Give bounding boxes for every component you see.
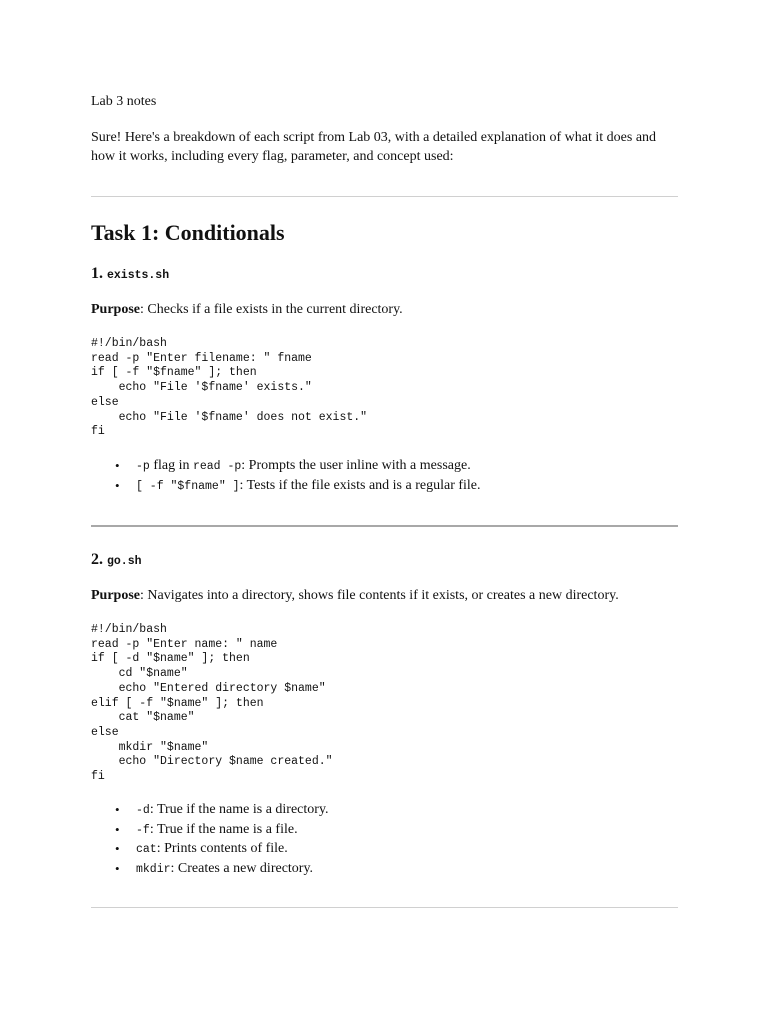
script-filename: go.sh [107,555,142,568]
section-divider [91,196,678,197]
inline-code: read -p [192,460,242,473]
intro-paragraph: Sure! Here's a breakdown of each script from Lab 03, with a detailed explanation of what it does and how it works, including every flag, parameter, and concept used: [91,130,657,164]
document-title: Lab 3 notes [91,94,157,109]
inline-code: -f [136,823,150,837]
inline-code: [ -f "$fname" ] [136,479,240,493]
purpose-label: Purpose [91,588,140,603]
bullet-text: : Creates a new directory. [170,861,314,877]
task-heading: Task 1: Conditionals [91,220,285,245]
list-item [91,477,481,497]
bullet-text: : Prompts the user inline with a message. [241,458,471,473]
section-divider [91,907,678,908]
bullet-text: flag in [149,458,193,473]
list-item [91,821,329,841]
script-heading-go [91,550,142,572]
purpose-label: Purpose [91,302,140,317]
inline-code: -d [136,804,150,817]
section-divider [91,525,678,527]
code-block-go: #!/bin/bash read -p "Enter name: " name if [ -d "$name" ]; then cd "$name" echo "Entered directory $name" elif [ -f "$name" ]; then cat "$name" else mkdir "$name" echo "Directory $name created." fi [91,623,333,784]
script-number: 1. [91,265,103,282]
purpose-text: : Checks if a file exists in the current directory. [140,302,403,317]
purpose-line-go [91,587,619,605]
bullet-text: : True if the name is a file. [149,821,298,837]
bullet-list-exists [91,457,481,496]
purpose-line-exists [91,301,403,319]
code-block-exists: #!/bin/bash read -p "Enter filename: " fname if [ -f "$fname" ]; then echo "File '$fname' exists." else echo "File '$fname' does not exist." fi [91,337,368,439]
script-heading-exists [91,264,169,286]
list-item [91,457,481,477]
bullet-text: : Prints contents of file. [156,841,288,857]
list-item [91,801,329,821]
script-filename: exists.sh [107,269,170,282]
inline-code: mkdir [136,863,171,877]
script-number: 2. [91,551,103,568]
inline-code: -p [136,460,150,473]
purpose-text: : Navigates into a directory, shows file contents if it exists, or creates a new directory. [140,588,619,603]
bullet-text: : True if the name is a directory. [149,802,329,817]
list-item [91,860,329,880]
bullet-text: : Tests if the file exists and is a regular file. [239,477,481,493]
bullet-list-go [91,801,329,880]
inline-code: cat [136,843,157,857]
list-item [91,840,329,860]
